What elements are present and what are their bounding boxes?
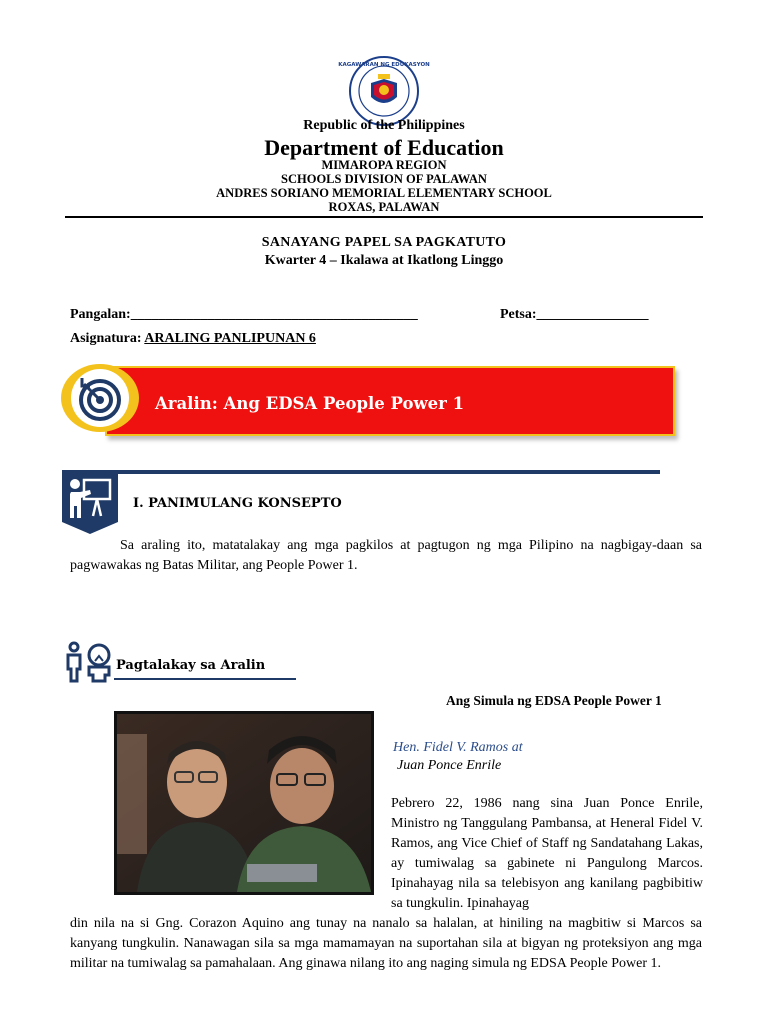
department-heading: Department of Education: [264, 135, 504, 160]
name-label: Pangalan:: [70, 307, 131, 322]
photo-caption-line2: Juan Ponce Enrile: [397, 758, 502, 773]
section1-title: I. PANIMULANG KONSEPTO: [133, 496, 342, 511]
name-blank[interactable]: _________________________________________: [130, 307, 418, 322]
date-blank[interactable]: ________________: [536, 307, 649, 322]
intro-paragraph: Sa araling ito, matatalakay ang mga pagkilos at pagtugon ng mga Pilipino na nagbigay-daan sa pagwawakas ng Batas Militar, ang People Power 1.: [70, 538, 702, 573]
target-icon: [60, 363, 140, 433]
lesson-title: Aralin: Ang EDSA People Power 1: [155, 394, 465, 413]
people-idea-icon: [65, 641, 113, 683]
deped-seal-icon: [338, 55, 430, 127]
region-line: MIMAROPA REGION: [321, 158, 447, 172]
subject-field: [70, 331, 316, 347]
date-label: Petsa:: [500, 307, 537, 322]
subject-label: Asignatura:: [70, 331, 142, 346]
school-line: ANDRES SORIANO MEMORIAL ELEMENTARY SCHOOL: [216, 186, 552, 200]
name-field[interactable]: [70, 307, 418, 323]
header-divider: [65, 216, 703, 218]
discussion-underline: [114, 678, 296, 680]
ramos-enrile-photo: [114, 711, 374, 895]
photo-caption-line1: Hen. Fidel V. Ramos at: [393, 740, 523, 755]
section-divider: [62, 470, 660, 474]
worksheet-title: SANAYANG PAPEL SA PAGKATUTO: [261, 235, 507, 250]
seal-text: KAGAWARAN NG EDUKASYON: [338, 62, 430, 68]
discussion-heading: Ang Simula ng EDSA People Power 1: [446, 693, 662, 708]
discussion-title: Pagtalakay sa Aralin: [116, 658, 266, 673]
division-line: SCHOOLS DIVISION OF PALAWAN: [281, 172, 487, 186]
address-line: ROXAS, PALAWAN: [328, 200, 440, 214]
republic-heading: Republic of the Philippines: [303, 118, 465, 133]
subject-value: ARALING PANLIPUNAN 6: [144, 331, 316, 346]
body-paragraph-right: Pebrero 22, 1986 nang sina Juan Ponce Enrile, Ministro ng Tanggulang Pambansa, at Heneral Fidel V. Ramos, ang Vice Chief of Staff ng Sandatahang Lakas, ay tumiwalag sa gabinete ni Pangulong Marcos. Ipinahayag nila sa telebisyon ang kanilang pagbibitiw sa tungkulin. Ipinahayag: [391, 796, 703, 911]
teacher-board-icon: [62, 470, 118, 534]
body-paragraph-full: din nila na si Gng. Corazon Aquino ang tunay na nanalo sa halalan, at hiniling na magbitiw si Marcos sa kanyang tungkulin. Nanawagan sila sa mga mamamayan na suportahan sila at bigyan ng proteksiyon ang mga militar na tumiwalag sa pamahalaan. Ang ginawa nilang ito ang naging simula ng EDSA People Power 1.: [70, 916, 702, 971]
date-field[interactable]: [500, 307, 649, 323]
worksheet-subtitle: Kwarter 4 – Ikalawa at Ikatlong Linggo: [264, 253, 504, 268]
